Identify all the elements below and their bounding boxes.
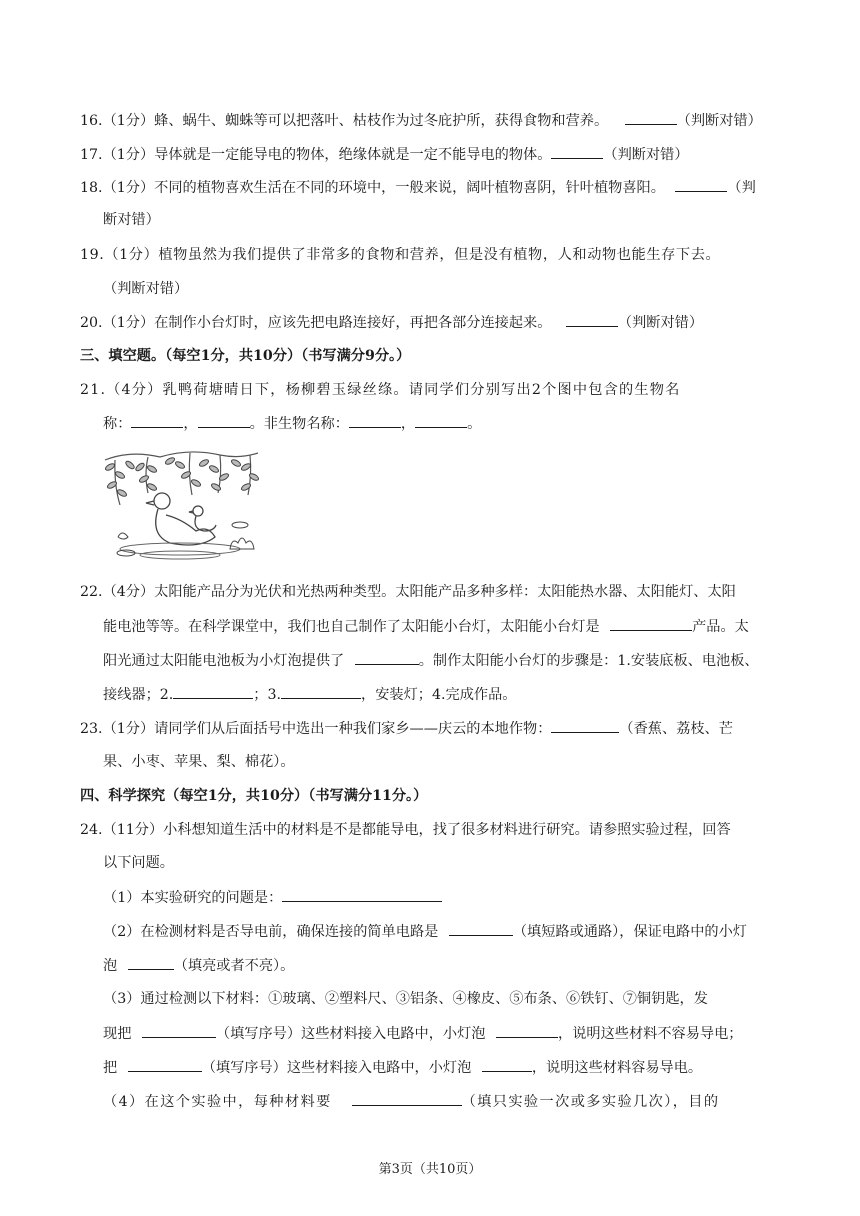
q24-p3-blank-3[interactable] [128,1057,202,1072]
q22-blank-2[interactable] [355,650,419,665]
q21-end: 。 [467,416,482,432]
q22-text-4c: ，安装灯；4.完成作品。 [361,687,517,703]
question-21 [80,380,780,400]
q18-text: 18.（1分）不同的植物喜欢生活在不同的环境中，一般来说，阔叶植物喜阴，针叶植物喜阳。 [80,180,665,196]
q24-p3-text-b: 现把 [103,1026,132,1042]
q17-hint: （判断对错） [603,147,689,163]
q16-blank[interactable] [625,110,677,125]
question-22-line-2 [103,616,803,637]
q24-p2-text-b: （填短路或通路），保证电路中的小灯 [512,924,747,940]
q21-blank-4[interactable] [415,413,467,428]
q24-p2-text-a: （2）在检测材料是否导电前，确保连接的简单电路是 [103,924,439,940]
page-number: 第3页（共10页） [378,1162,482,1177]
q20-text: 20.（1分）在制作小台灯时，应该先把电路连接好，再把各部分连接起来。 [80,315,552,331]
q22-text-3a: 阳光通过太阳能电池板为小灯泡提供了 [103,653,345,669]
q22-text-4b: ；3. [253,687,282,703]
q23-text-1b: （香蕉、荔枝、芒 [619,721,733,737]
section-4-heading [80,786,780,806]
question-22-line-3 [103,650,803,671]
question-22-line-1 [80,582,780,602]
question-20 [80,312,780,333]
duck-drawing [146,493,216,545]
question-17 [80,144,780,165]
q19-cont: （判断对错） [103,281,189,297]
q21-label-a: 称： [103,416,132,432]
q24-p1-text: （1）本实验研究的问题是： [103,890,283,906]
q24-part-3-line-3 [103,1057,803,1078]
question-21-blanks [103,413,803,434]
q24-text-1: 24.（11分）小科想知道生活中的材料是不是都能导电，找了很多材料进行研究。请参照实验过程，回答 [80,822,731,838]
q22-text-3b: 。制作太阳能小台灯的步骤是：1.安装底板、电池板、 [418,653,759,669]
q17-blank[interactable] [551,144,603,159]
q24-part-3-line-2 [103,1023,803,1044]
q24-p3-blank-4[interactable] [482,1057,532,1072]
q16-text: 16.（1分）蜂、蜗牛、蜘蛛等可以把落叶、枯枝作为过冬庇护所，获得食物和营养。 [80,113,609,129]
q24-p2-blank-2[interactable] [128,955,174,970]
q21-sep-1: ， [183,416,198,432]
question-23-line-2 [103,752,803,772]
q24-part-2-cont [103,955,803,976]
q21-text: 21.（4分）乳鸭荷塘晴日下，杨柳碧玉绿丝绦。请同学们分别写出2个图中包含的生物名 [80,382,681,398]
q24-p4-text-b: （填只实验一次或多实验几次），目的 [461,1094,720,1110]
q21-blank-2[interactable] [198,413,250,428]
q22-text-2b: 产品。太 [692,619,749,635]
q24-p2-text-d: （填亮或者不亮）。 [173,958,295,974]
q22-text-1: 22.（4分）太阳能产品分为光伏和光热两种类型。太阳能产品多种多样：太阳能热水器、太阳能灯、太阳 [80,584,736,600]
question-23-line-1 [80,718,780,739]
q24-p3-text-e: 把 [103,1060,118,1076]
q23-text-1a: 23.（1分）请同学们从后面括号中选出一种我们家乡——庆云的本地作物： [80,721,552,737]
question-18-cont [103,210,803,230]
question-18 [80,177,780,198]
q24-p2-text-c: 泡 [103,958,118,974]
q21-sep-2: ， [400,416,416,432]
willow-leaves [104,456,259,497]
question-24-line-1 [80,820,780,840]
q20-hint: （判断对错） [617,315,704,331]
pond-ripples [120,543,240,559]
q21-blank-3[interactable] [349,413,401,428]
question-22-line-4 [103,684,803,705]
question-16 [80,110,780,131]
q24-p4-blank[interactable] [352,1091,462,1106]
q19-text: 19.（1分）植物虽然为我们提供了非常多的食物和营养，但是没有植物，人和动物也能生存下去。 [80,247,721,263]
q16-hint: （判断对错） [676,113,762,129]
q24-part-1 [103,887,803,908]
q22-text-2a: 能电池等等。在科学课堂中，我们也自己制作了太阳能小台灯，太阳能小台灯是 [103,619,600,635]
q24-text-2: 以下问题。 [103,855,174,871]
q24-p3-text-g: ，说明这些材料容易导电。 [531,1060,703,1076]
q23-blank[interactable] [551,718,619,733]
q24-p3-blank-1[interactable] [142,1023,216,1038]
q23-text-2: 果、小枣、苹果、梨、棉花）。 [103,754,295,770]
duck-pond-illustration [100,445,260,567]
q24-p4-text-a: （4）在这个实验中，每种材料要 [103,1094,332,1110]
willow-branch [105,454,160,460]
q21-label-b: 。非生物名称： [249,416,349,432]
q24-p3-blank-2[interactable] [496,1023,558,1038]
q22-blank-1[interactable] [610,616,692,631]
section-4-title: 四、科学探究（每空1分，共10分）（书写满分11分。） [80,788,428,804]
question-19 [80,245,780,265]
q21-blank-1[interactable] [131,413,183,428]
q24-part-3 [103,989,803,1009]
question-24-line-2 [103,853,803,873]
q22-blank-4[interactable] [281,684,361,699]
q24-p2-blank-1[interactable] [449,921,513,936]
q24-p1-blank[interactable] [282,887,442,902]
q18-hint: （判 [727,180,756,196]
q18-cont: 断对错） [103,212,160,228]
q24-part-2 [103,921,803,942]
q24-p3-text-a: （3）通过检测以下材料：①玻璃、②塑料尺、③铝条、④橡皮、⑤布条、⑥铁钉、⑦铜钥匙，发 [103,991,708,1007]
q22-text-4a: 接线器；2. [103,687,174,703]
q17-text: 17.（1分）导体就是一定能导电的物体，绝缘体就是一定不能导电的物体。 [80,147,552,163]
willow-branch [160,452,258,457]
q18-blank[interactable] [675,177,727,192]
page-footer [0,1158,860,1177]
q24-p3-text-f: （填写序号）这些材料接入电路中，小灯泡 [201,1060,472,1076]
q24-part-4 [103,1091,803,1112]
q20-blank[interactable] [566,312,618,327]
q22-blank-3[interactable] [173,684,253,699]
section-3-heading [80,346,780,366]
q24-p3-text-d: ，说明这些材料不容易导电； [558,1026,743,1042]
section-3-title: 三、填空题。（每空1分，共10分）（书写满分9分。） [80,348,411,364]
question-19-cont [103,278,803,299]
q24-p3-text-c: （填写序号）这些材料接入电路中，小灯泡 [215,1026,486,1042]
